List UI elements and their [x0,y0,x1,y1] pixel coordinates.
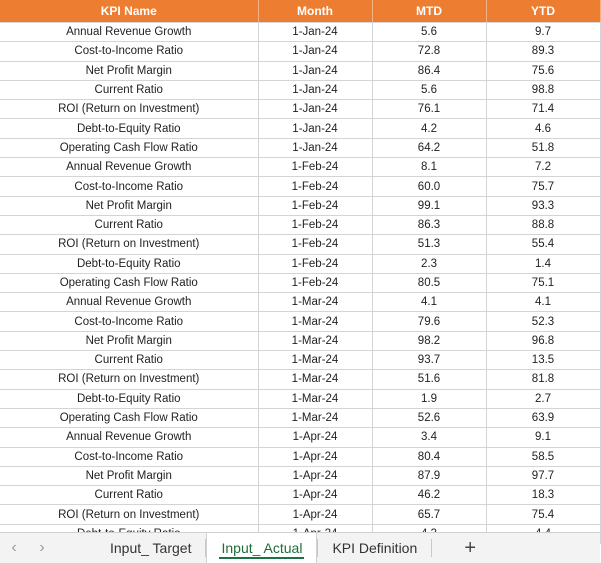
cell-mtd[interactable]: 72.8 [372,42,486,61]
add-sheet-icon[interactable]: + [464,536,477,559]
cell-month[interactable]: 1-Jan-24 [258,138,372,157]
cell-kpi-name[interactable]: Operating Cash Flow Ratio [0,408,258,427]
cell-ytd[interactable]: 18.3 [486,486,600,505]
cell-mtd[interactable]: 80.5 [372,273,486,292]
cell-month[interactable]: 1-Feb-24 [258,177,372,196]
cell-month[interactable]: 1-Apr-24 [258,428,372,447]
cell-month[interactable]: 1-Mar-24 [258,408,372,427]
cell-ytd[interactable]: 7.2 [486,158,600,177]
cell-month[interactable]: 1-Jan-24 [258,80,372,99]
table-row [0,235,600,254]
cell-mtd[interactable]: 93.7 [372,351,486,370]
cell-ytd[interactable]: 55.4 [486,235,600,254]
cell-kpi-name[interactable]: Debt-to-Equity Ratio [0,119,258,138]
table-row [0,138,600,157]
cell-month[interactable]: 1-Jan-24 [258,100,372,119]
cell-mtd[interactable]: 86.3 [372,215,486,234]
tab-separator [431,539,432,557]
cell-mtd[interactable]: 64.2 [372,138,486,157]
cell-mtd[interactable]: 86.4 [372,61,486,80]
cell-mtd[interactable]: 80.4 [372,447,486,466]
column-header-kpi-name[interactable]: KPI Name [0,0,258,23]
cell-mtd[interactable]: 5.6 [372,80,486,99]
table-row [0,505,600,524]
cell-month[interactable]: 1-Jan-24 [258,119,372,138]
cell-kpi-name[interactable]: ROI (Return on Investment) [0,235,258,254]
cell-mtd[interactable]: 87.9 [372,466,486,485]
column-header-ytd[interactable]: YTD [486,0,600,23]
cell-month[interactable]: 1-Feb-24 [258,215,372,234]
table-row [0,370,600,389]
next-sheet-icon[interactable]: › [39,539,45,556]
table-row [0,466,600,485]
table-row [0,100,600,119]
cell-ytd[interactable]: 1.4 [486,254,600,273]
cell-mtd[interactable]: 8.1 [372,158,486,177]
cell-kpi-name[interactable]: Current Ratio [0,80,258,99]
cell-ytd[interactable]: 9.1 [486,428,600,447]
cell-ytd[interactable]: 75.6 [486,61,600,80]
cell-mtd[interactable]: 79.6 [372,312,486,331]
cell-kpi-name[interactable]: Debt-to-Equity Ratio [0,389,258,408]
cell-kpi-name[interactable]: Annual Revenue Growth [0,428,258,447]
cell-kpi-name[interactable]: Annual Revenue Growth [0,23,258,42]
cell-mtd[interactable]: 76.1 [372,100,486,119]
cell-ytd[interactable]: 9.7 [486,23,600,42]
prev-sheet-icon[interactable]: ‹ [11,539,17,556]
cell-month[interactable]: 1-Mar-24 [258,370,372,389]
cell-ytd[interactable]: 71.4 [486,100,600,119]
cell-month[interactable]: 1-Mar-24 [258,331,372,350]
cell-mtd[interactable]: 46.2 [372,486,486,505]
cell-mtd[interactable]: 3.4 [372,428,486,447]
cell-kpi-name[interactable]: Annual Revenue Growth [0,293,258,312]
cell-month[interactable]: 1-Jan-24 [258,42,372,61]
cell-month[interactable]: 1-Feb-24 [258,158,372,177]
cell-month[interactable]: 1-Apr-24 [258,505,372,524]
table-row [0,408,600,427]
table-row [0,428,600,447]
cell-kpi-name[interactable]: Cost-to-Income Ratio [0,42,258,61]
cell-ytd[interactable]: 93.3 [486,196,600,215]
cell-kpi-name[interactable]: ROI (Return on Investment) [0,100,258,119]
cell-ytd[interactable]: 63.9 [486,408,600,427]
cell-mtd[interactable]: 65.7 [372,505,486,524]
tab-kpi-definition[interactable]: KPI Definition [332,540,418,556]
cell-month[interactable]: 1-Feb-24 [258,273,372,292]
cell-ytd[interactable]: 97.7 [486,466,600,485]
table-row [0,158,600,177]
table-row [0,351,600,370]
cell-month[interactable]: 1-Mar-24 [258,293,372,312]
cell-ytd[interactable]: 75.4 [486,505,600,524]
table-row [0,42,600,61]
sheet-tab-bar [0,532,600,563]
table-row [0,389,600,408]
cell-ytd[interactable]: 88.8 [486,215,600,234]
cell-kpi-name[interactable]: Operating Cash Flow Ratio [0,273,258,292]
cell-month[interactable]: 1-Mar-24 [258,389,372,408]
tab-input-actual[interactable]: Input_ Actual [206,533,317,563]
table-row [0,312,600,331]
cell-kpi-name[interactable]: Current Ratio [0,351,258,370]
cell-kpi-name[interactable]: Current Ratio [0,215,258,234]
cell-ytd[interactable]: 58.5 [486,447,600,466]
cell-ytd[interactable]: 4.6 [486,119,600,138]
table-row [0,447,600,466]
cell-kpi-name[interactable]: Annual Revenue Growth [0,158,258,177]
cell-ytd[interactable]: 96.8 [486,331,600,350]
cell-mtd[interactable]: 1.9 [372,389,486,408]
cell-ytd[interactable]: 52.3 [486,312,600,331]
table-row [0,254,600,273]
cell-month[interactable]: 1-Feb-24 [258,196,372,215]
cell-ytd[interactable]: 81.8 [486,370,600,389]
cell-kpi-name[interactable]: ROI (Return on Investment) [0,505,258,524]
cell-kpi-name[interactable]: Cost-to-Income Ratio [0,447,258,466]
cell-mtd[interactable]: 51.6 [372,370,486,389]
column-header-month[interactable]: Month [258,0,372,23]
cell-mtd[interactable]: 4.2 [372,119,486,138]
column-header-mtd[interactable]: MTD [372,0,486,23]
cell-month[interactable]: 1-Apr-24 [258,486,372,505]
cell-kpi-name[interactable]: Cost-to-Income Ratio [0,312,258,331]
cell-kpi-name[interactable]: Operating Cash Flow Ratio [0,138,258,157]
cell-kpi-name[interactable]: Cost-to-Income Ratio [0,177,258,196]
cell-month[interactable]: 1-Mar-24 [258,351,372,370]
cell-mtd[interactable]: 5.6 [372,23,486,42]
cell-mtd[interactable]: 98.2 [372,331,486,350]
cell-mtd[interactable]: 52.6 [372,408,486,427]
cell-ytd[interactable]: 13.5 [486,351,600,370]
table-row [0,293,600,312]
cell-kpi-name[interactable]: Net Profit Margin [0,466,258,485]
cell-month[interactable]: 1-Mar-24 [258,312,372,331]
cell-ytd[interactable]: 4.1 [486,293,600,312]
cell-month[interactable]: 1-Apr-24 [258,466,372,485]
table-row [0,177,600,196]
table-row [0,119,600,138]
tab-input-target[interactable]: Input_ Target [110,540,192,556]
cell-ytd[interactable]: 75.1 [486,273,600,292]
cell-month[interactable]: 1-Feb-24 [258,235,372,254]
cell-mtd[interactable]: 99.1 [372,196,486,215]
table-row [0,331,600,350]
table-row [0,61,600,80]
cell-month[interactable]: 1-Apr-24 [258,447,372,466]
cell-ytd[interactable]: 75.7 [486,177,600,196]
cell-month[interactable]: 1-Jan-24 [258,23,372,42]
cell-kpi-name[interactable]: Current Ratio [0,486,258,505]
table-row [0,196,600,215]
cell-kpi-name[interactable]: Net Profit Margin [0,61,258,80]
cell-month[interactable]: 1-Jan-24 [258,61,372,80]
cell-kpi-name[interactable]: Net Profit Margin [0,196,258,215]
header-row [0,0,600,23]
cell-mtd[interactable]: 2.3 [372,254,486,273]
cell-kpi-name[interactable]: Net Profit Margin [0,331,258,350]
cell-month[interactable]: 1-Feb-24 [258,254,372,273]
cell-mtd[interactable]: 60.0 [372,177,486,196]
table-row [0,80,600,99]
cell-ytd[interactable]: 51.8 [486,138,600,157]
cell-mtd[interactable]: 4.1 [372,293,486,312]
table-row [0,23,600,42]
table-row [0,215,600,234]
table-body [0,23,600,544]
cell-ytd[interactable]: 89.3 [486,42,600,61]
cell-ytd[interactable]: 98.8 [486,80,600,99]
table-row [0,486,600,505]
cell-kpi-name[interactable]: ROI (Return on Investment) [0,370,258,389]
cell-ytd[interactable]: 2.7 [486,389,600,408]
cell-kpi-name[interactable]: Debt-to-Equity Ratio [0,254,258,273]
table-row [0,273,600,292]
cell-mtd[interactable]: 51.3 [372,235,486,254]
